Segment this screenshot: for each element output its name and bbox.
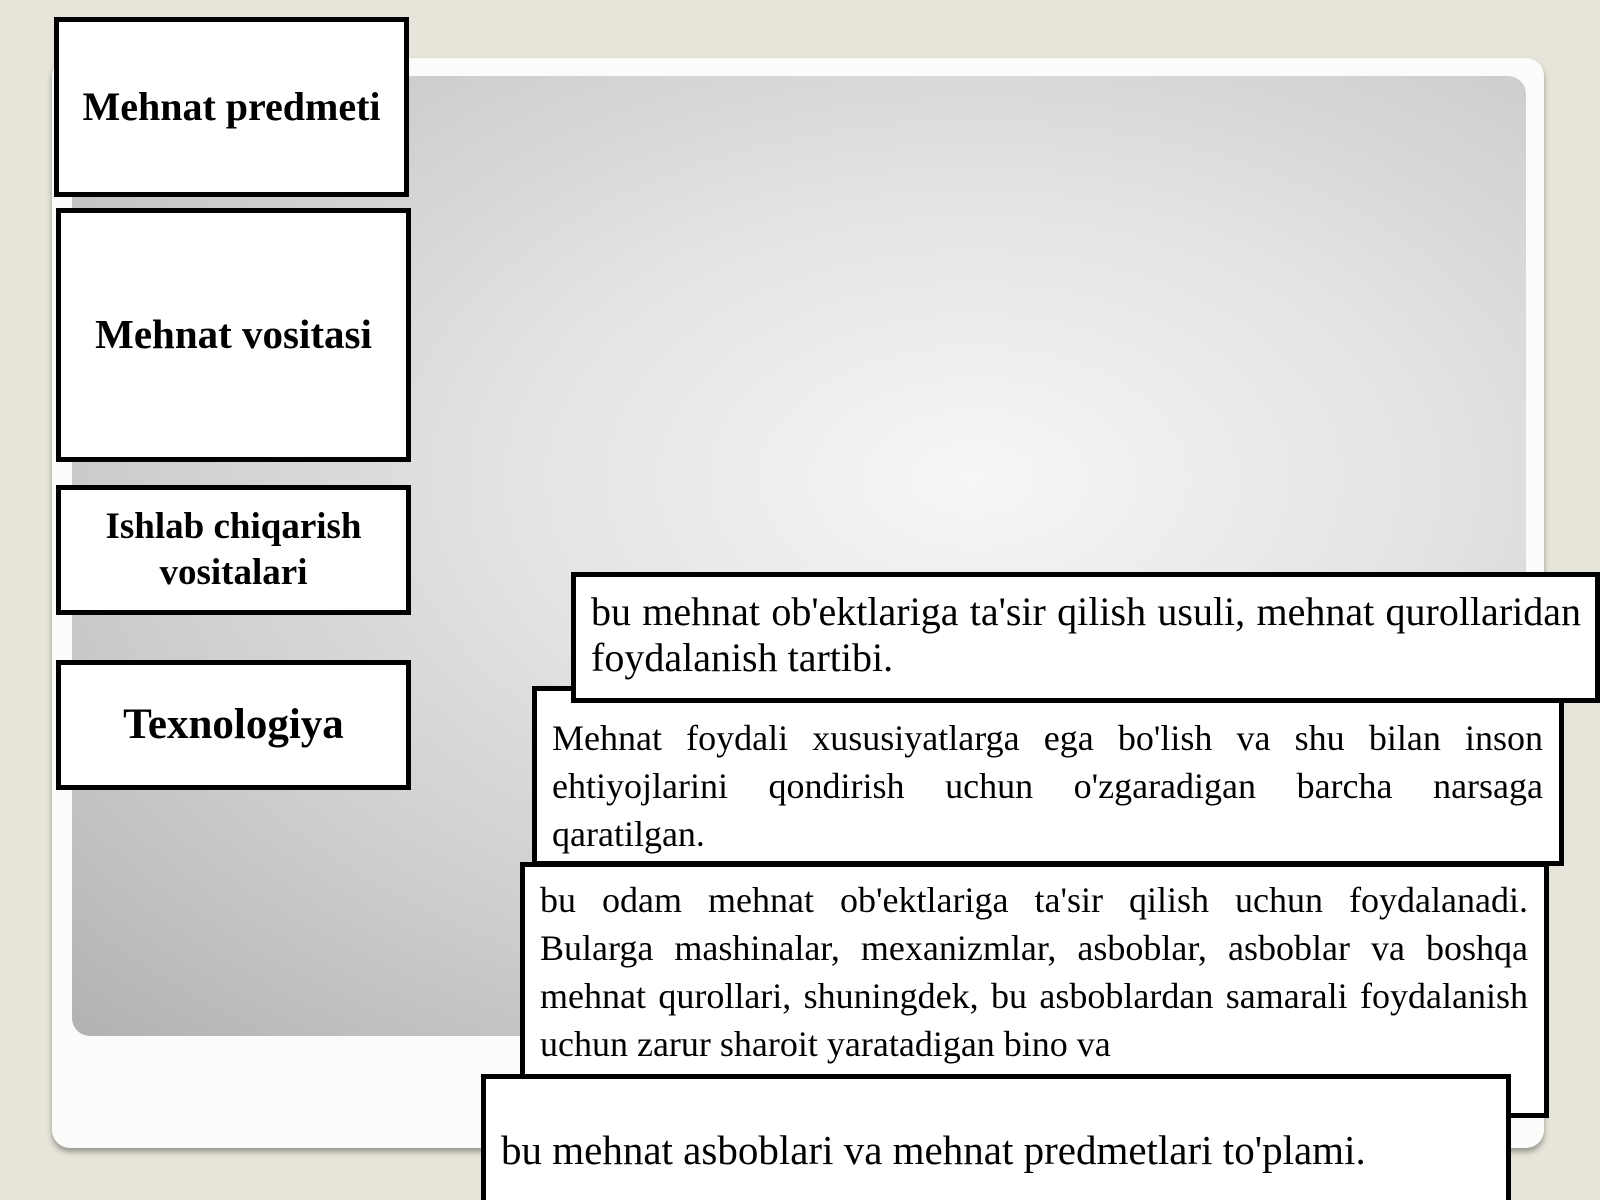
definition-text: bu odam mehnat ob'ektlariga ta'sir qilish uchun foydalanadi. Bularga mashinalar, mexanizmlar, asboblar, asboblar va boshqa mehnat qurollari, shuningdek, bu asboblardan samarali foydalanish uchun zarur sharoit yaratadigan bino va	[540, 880, 1528, 1064]
term-label: Texnologiya	[123, 701, 344, 749]
term-box-texnologiya[interactable]	[56, 660, 411, 790]
definition-text: Mehnat foydali xususiyatlarga ega bo'lish va shu bilan inson ehtiyojlarini qondirish uchun o'zgaradigan barcha narsaga qaratilgan.	[552, 718, 1543, 854]
term-box-mehnat-predmeti[interactable]	[54, 17, 409, 197]
definition-text: bu mehnat asboblari va mehnat predmetlari to'plami.	[501, 1127, 1366, 1173]
term-box-ishlab-chiqarish-vositalari[interactable]	[56, 485, 411, 615]
term-label: Mehnat vositasi	[95, 311, 372, 358]
term-label: Ishlab chiqarish vositalari	[105, 505, 362, 593]
definition-box-technology[interactable]	[571, 572, 1600, 703]
term-label: Mehnat predmeti	[82, 84, 381, 129]
definition-box-production-means[interactable]	[481, 1074, 1511, 1200]
term-box-mehnat-vositasi[interactable]	[56, 208, 411, 462]
definition-text: bu mehnat ob'ektlariga ta'sir qilish usuli, mehnat qurollaridan foydalanish tartibi.	[591, 589, 1581, 680]
definition-box-subject[interactable]	[532, 686, 1564, 866]
